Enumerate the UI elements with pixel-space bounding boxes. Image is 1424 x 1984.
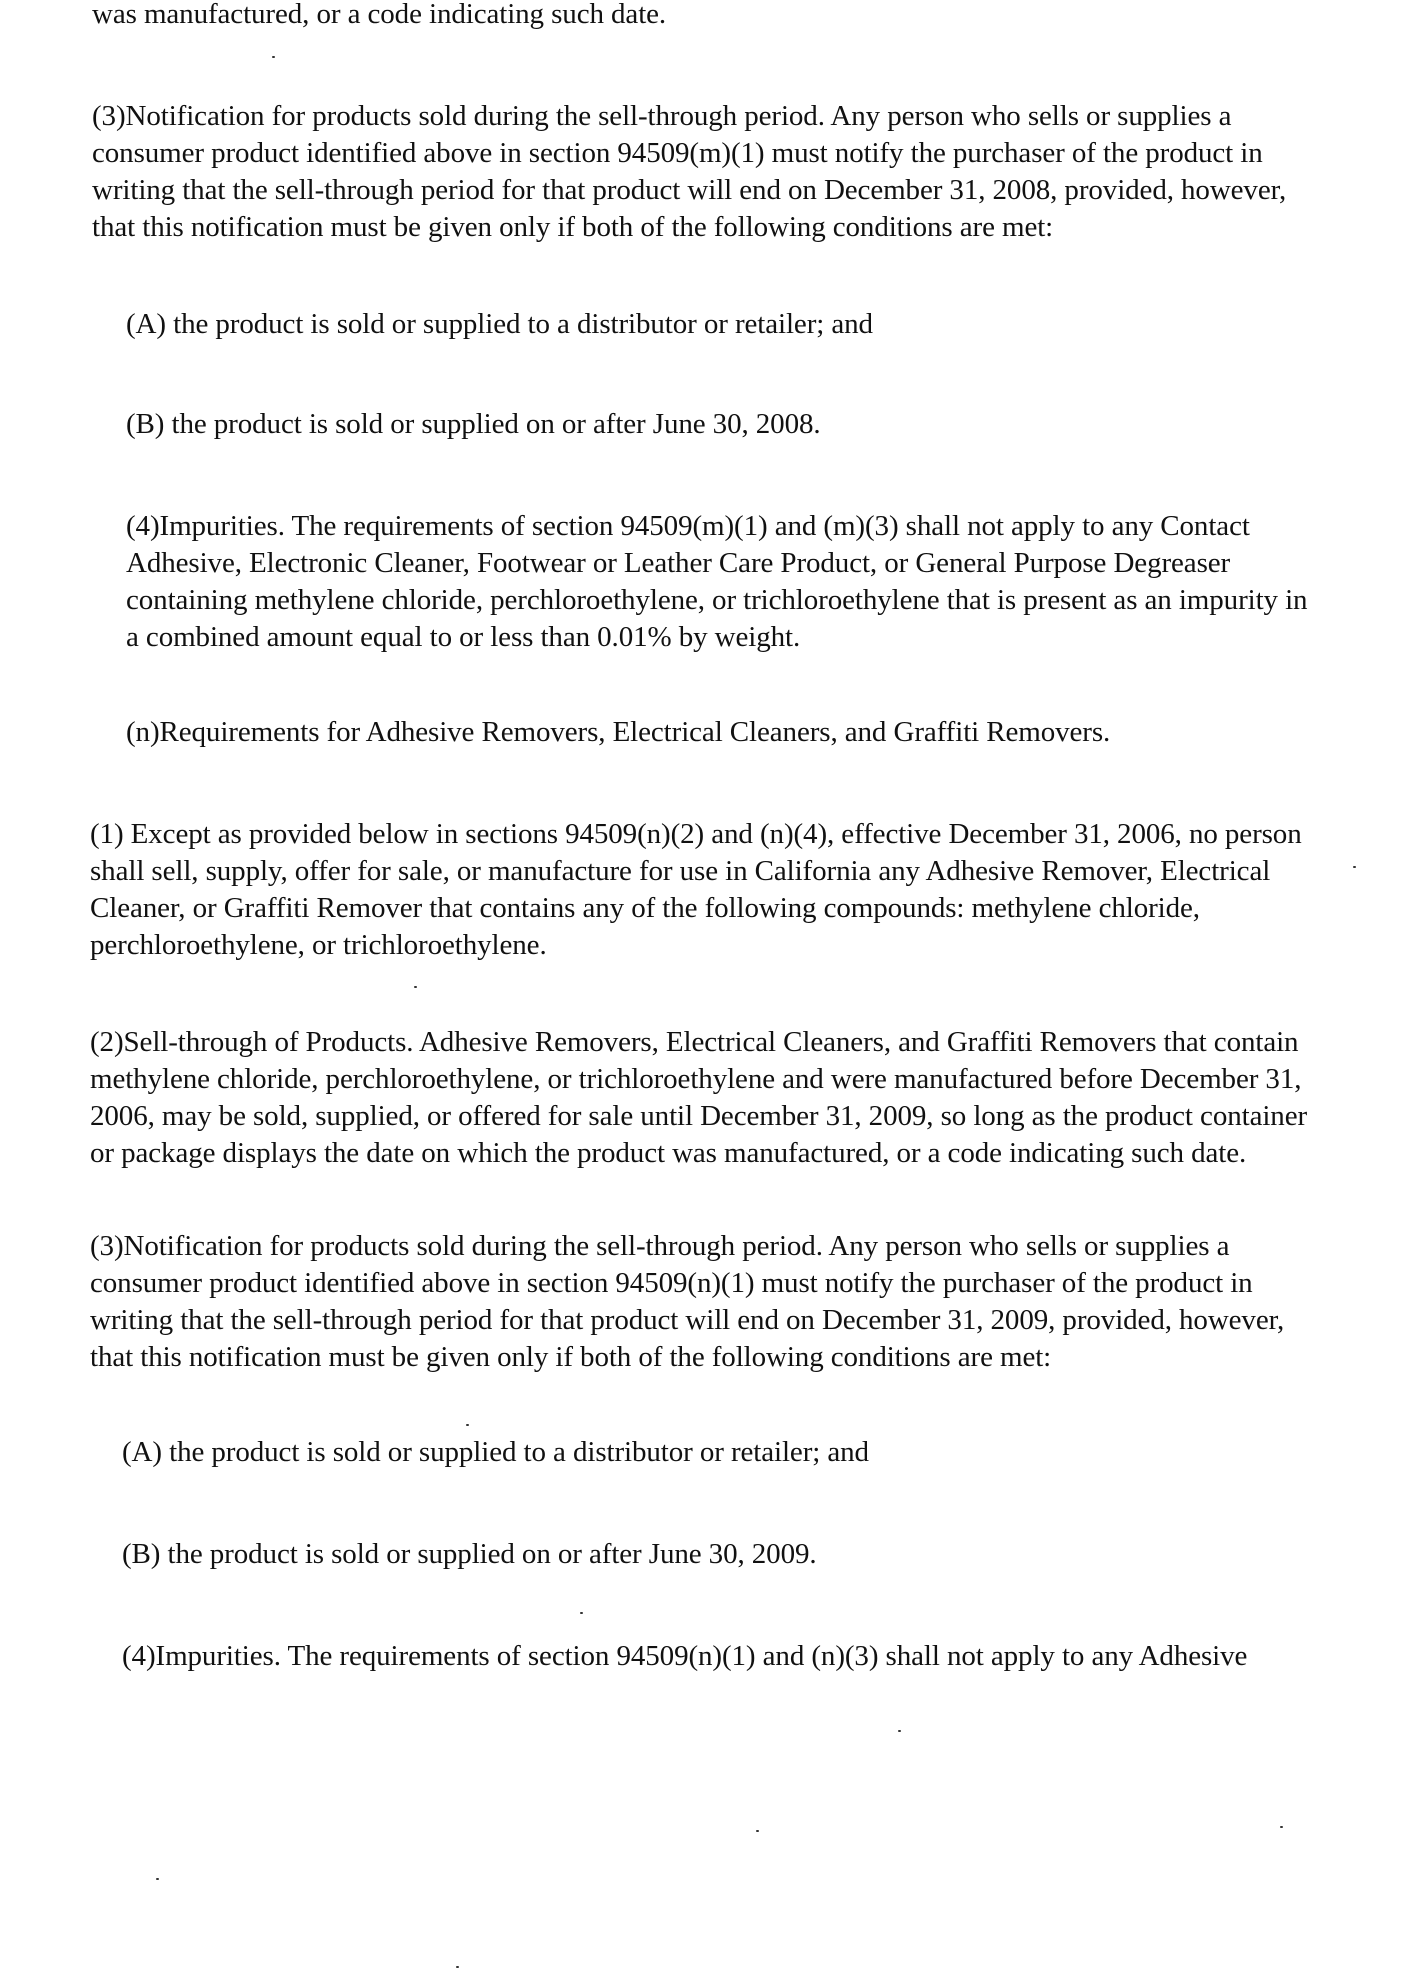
scan-speck xyxy=(156,1878,159,1880)
paragraph-n4-impurities: (4)Impurities. The requirements of section 94509(n)(1) and (n)(3) shall not apply to any Adhesive xyxy=(122,1640,1248,1672)
scan-speck xyxy=(414,986,417,988)
paragraph-m4-impurities: (4)Impurities. The requirements of section 94509(m)(1) and (m)(3) shall not apply to any Contact Adhesive, Electronic Cleaner, Footwear or Leather Care Product, or General Purpose Degreaser containing methylene chloride, perchloroethylene, or trichloroethylene that is present as an impurity in a combined amount equal to or less than 0.01% by weight. xyxy=(126,510,1308,653)
paragraph-m3-condition-a: (A) the product is sold or supplied to a distributor or retailer; and xyxy=(126,308,873,340)
scan-speck xyxy=(1280,1826,1283,1828)
scan-speck xyxy=(580,1612,583,1614)
paragraph-m3-notification: (3)Notification for products sold during the sell-through period. Any person who sells or supplies a consumer product identified above in section 94509(m)(1) must notify the purchaser of the product in writing that the sell-through period for that product will end on December 31, 2008, provided, however, that this notification must be given only if both of the following conditions are met: xyxy=(92,100,1287,243)
scan-speck xyxy=(466,1424,469,1426)
section-heading-n: (n)Requirements for Adhesive Removers, Electrical Cleaners, and Graffiti Removers. xyxy=(126,716,1111,748)
scan-speck xyxy=(1353,866,1356,868)
paragraph-continuation: was manufactured, or a code indicating such date. xyxy=(92,0,667,30)
paragraph-n3-notification: (3)Notification for products sold during the sell-through period. Any person who sells or supplies a consumer product identified above in section 94509(n)(1) must notify the purchaser of the product in writing that the sell-through period for that product will end on December 31, 2009, provided, however, that this notification must be given only if both of the following conditions are met: xyxy=(90,1230,1285,1373)
paragraph-n3-condition-a: (A) the product is sold or supplied to a distributor or retailer; and xyxy=(122,1436,869,1468)
scan-speck xyxy=(272,56,275,58)
scan-speck xyxy=(456,1966,459,1968)
scan-speck xyxy=(898,1730,901,1732)
paragraph-m3-condition-b: (B) the product is sold or supplied on or after June 30, 2008. xyxy=(126,408,821,440)
paragraph-n1-prohibition: (1) Except as provided below in sections 94509(n)(2) and (n)(4), effective December 31, 2006, no person shall sell, supply, offer for sale, or manufacture for use in California any Adhesive Remover, Electrical Cleaner, or Graffiti Remover that contains any of the following compounds: methylene chloride, perchloroethylene, or trichloroethylene. xyxy=(90,818,1302,961)
paragraph-n3-condition-b: (B) the product is sold or supplied on or after June 30, 2009. xyxy=(122,1538,817,1570)
paragraph-n2-sell-through: (2)Sell-through of Products. Adhesive Removers, Electrical Cleaners, and Graffiti Removers that contain methylene chloride, perchloroethylene, or trichloroethylene and were manufactured before December 31, 2006, may be sold, supplied, or offered for sale until December 31, 2009, so long as the product container or package displays the date on which the product was manufactured, or a code indicating such date. xyxy=(90,1026,1308,1169)
scan-speck xyxy=(756,1830,759,1832)
